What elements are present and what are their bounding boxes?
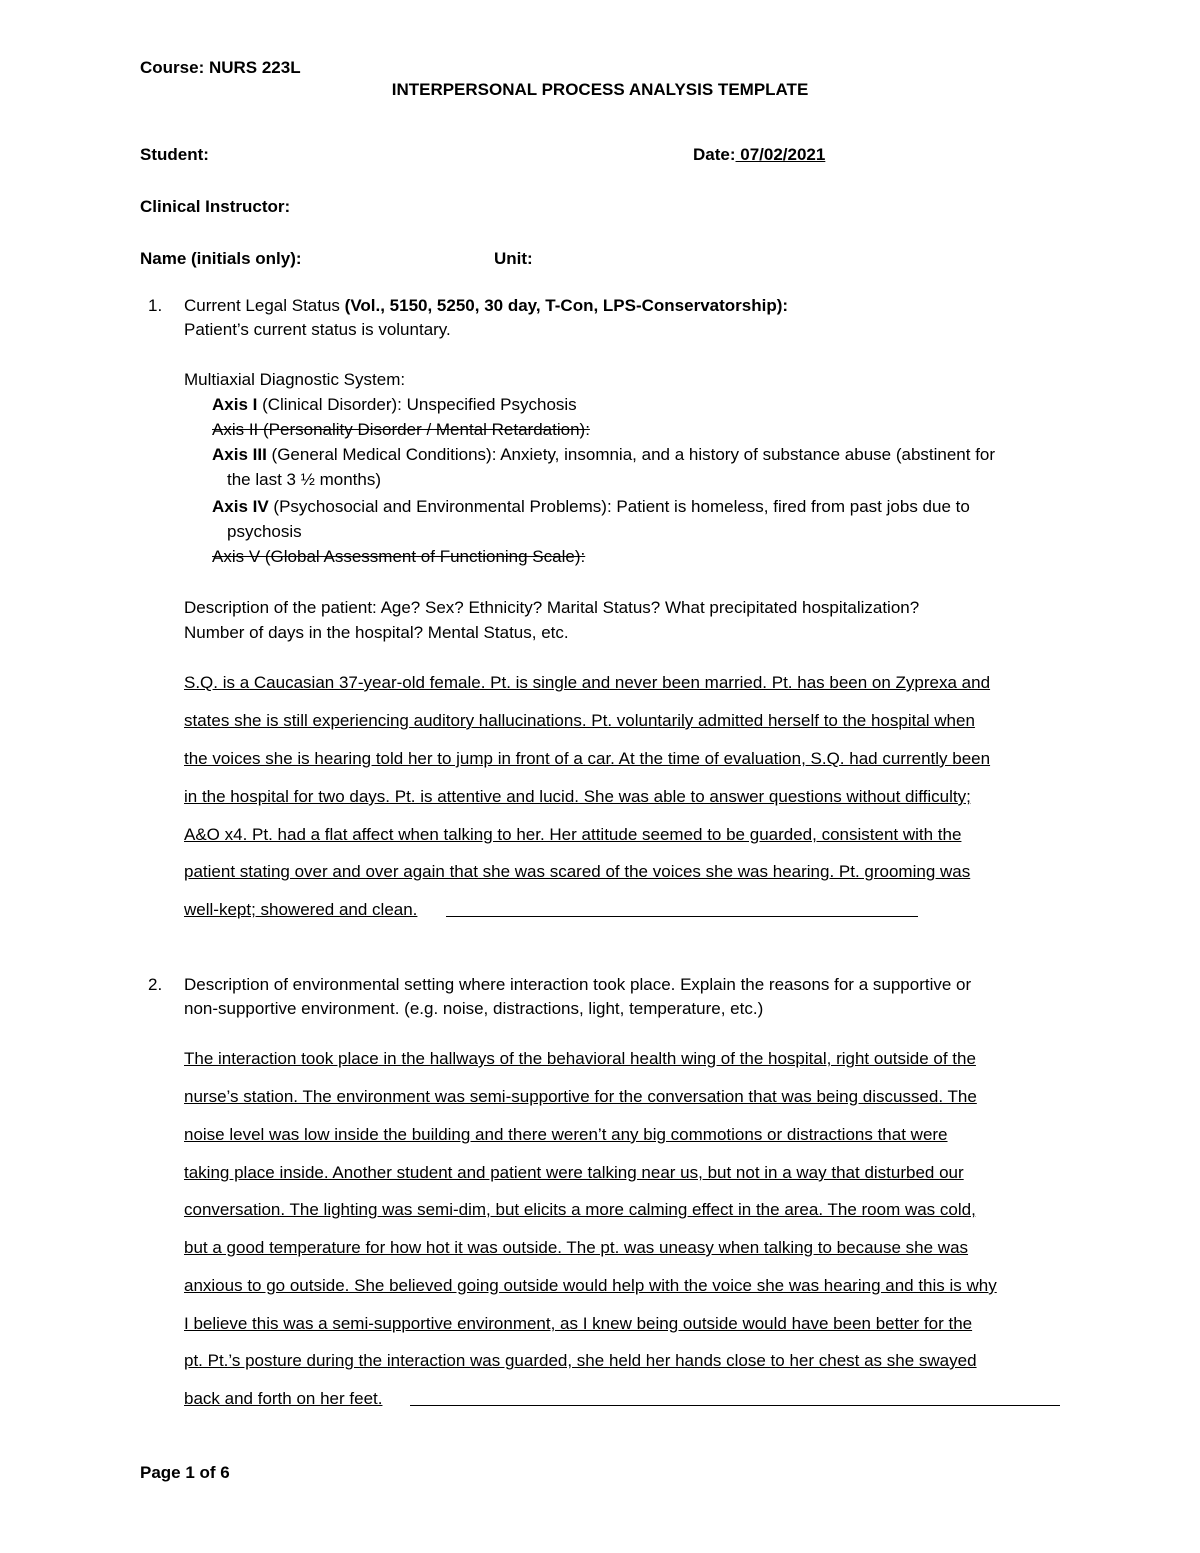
date-field — [693, 145, 825, 165]
axis3-text: (General Medical Conditions): Anxiety, insomnia, and a history of substance abuse (abstinent for — [266, 445, 996, 464]
date-value: 07/02/2021 — [735, 145, 826, 164]
environment-description-last: back and forth on her feet. — [184, 1389, 383, 1408]
environment-description-line — [184, 1389, 382, 1409]
patient-description-line: S.Q. is a Caucasian 37-year-old female. Pt. is single and never been married. Pt. has been on Zyprexa and — [184, 673, 991, 692]
blank-underline — [446, 916, 918, 917]
section2-number: 2. — [148, 975, 163, 994]
student-label: Student: — [140, 145, 209, 164]
unit-label: Unit: — [494, 249, 533, 268]
axis1-label: Axis I — [212, 395, 258, 414]
environment-description-line: but a good temperature for how hot it was outside. The pt. was uneasy when talking to because she was — [184, 1238, 969, 1257]
axis2-line: Axis II (Personality Disorder / Mental Retardation): — [212, 420, 590, 439]
environment-description-line: I believe this was a semi-supportive environment, as I knew being outside would have been better for the — [184, 1314, 973, 1333]
legal-status-answer: Patient’s current status is voluntary. — [184, 320, 451, 339]
environment-description-line: anxious to go outside. She believed going outside would help with the voice she was hearing and this is why — [184, 1276, 997, 1295]
patient-description-line: the voices she is hearing told her to jump in front of a car. At the time of evaluation, S.Q. had currently been — [184, 749, 991, 768]
legal-status-options: (Vol., 5150, 5250, 30 day, T-Con, LPS-Conservatorship): — [344, 296, 789, 315]
environment-description-line: pt. Pt.’s posture during the interaction was guarded, she held her hands close to her chest as she swayed — [184, 1351, 977, 1370]
environment-description-line: The interaction took place in the hallways of the behavioral health wing of the hospital, right outside of the — [184, 1049, 976, 1068]
axis3-line-2: the last 3 ½ months) — [227, 470, 382, 489]
environment-prompt-2: non-supportive environment. (e.g. noise, distractions, light, temperature, etc.) — [184, 999, 764, 1018]
patient-description-line: states she is still experiencing auditory hallucinations. Pt. voluntarily admitted herself to the hospital when — [184, 711, 975, 730]
environment-prompt-1: Description of environmental setting where interaction took place. Explain the reasons for a supportive or — [184, 975, 972, 994]
axis1-line — [212, 395, 577, 415]
date-label: Date: — [693, 145, 736, 164]
name-label: Name (initials only): — [140, 249, 302, 268]
axis3-line — [212, 445, 995, 465]
page-title: INTERPERSONAL PROCESS ANALYSIS TEMPLATE — [391, 80, 809, 99]
description-prompt-1: Description of the patient: Age? Sex? Ethnicity? Marital Status? What precipitated hospitalization? — [184, 598, 920, 617]
patient-description-line: A&O x4. Pt. had a flat affect when talking to her. Her attitude seemed to be guarded, consistent with the — [184, 825, 962, 844]
legal-status-prefix: Current Legal Status — [184, 296, 345, 315]
patient-description-line: in the hospital for two days. Pt. is attentive and lucid. She was able to answer questions without difficulty; — [184, 787, 971, 806]
course-label: Course: NURS 223L — [140, 58, 301, 77]
environment-description-line: conversation. The lighting was semi-dim, but elicits a more calming effect in the area. The room was cold, — [184, 1200, 976, 1219]
axis3-label: Axis III — [212, 445, 267, 464]
section1-number: 1. — [148, 296, 163, 315]
description-prompt-2: Number of days in the hospital? Mental Status, etc. — [184, 623, 569, 642]
environment-description-line: taking place inside. Another student and patient were talking near us, but not in a way that disturbed our — [184, 1163, 964, 1182]
axis4-label: Axis IV — [212, 497, 269, 516]
legal-status-heading — [184, 296, 788, 316]
environment-description-line: nurse’s station. The environment was semi-supportive for the conversation that was being discussed. The — [184, 1087, 977, 1106]
environment-description-line: noise level was low inside the building and there weren’t any big commotions or distractions that were — [184, 1125, 948, 1144]
multiaxial-title: Multiaxial Diagnostic System: — [184, 370, 406, 389]
page-number: Page 1 of 6 — [140, 1463, 230, 1482]
blank-underline — [410, 1405, 1060, 1406]
axis4-line — [212, 497, 970, 517]
axis1-text: (Clinical Disorder): Unspecified Psychosis — [257, 395, 577, 414]
patient-description-last: well-kept; showered and clean. — [184, 900, 418, 919]
axis5-line: Axis V (Global Assessment of Functioning Scale): — [212, 547, 586, 566]
axis4-line-2: psychosis — [227, 522, 302, 541]
instructor-label: Clinical Instructor: — [140, 197, 291, 216]
patient-description-line — [184, 900, 417, 920]
patient-description-line: patient stating over and over again that she was scared of the voices she was hearing. Pt. grooming was — [184, 862, 971, 881]
axis4-text: (Psychosocial and Environmental Problems): Patient is homeless, fired from past jobs due to — [268, 497, 970, 516]
